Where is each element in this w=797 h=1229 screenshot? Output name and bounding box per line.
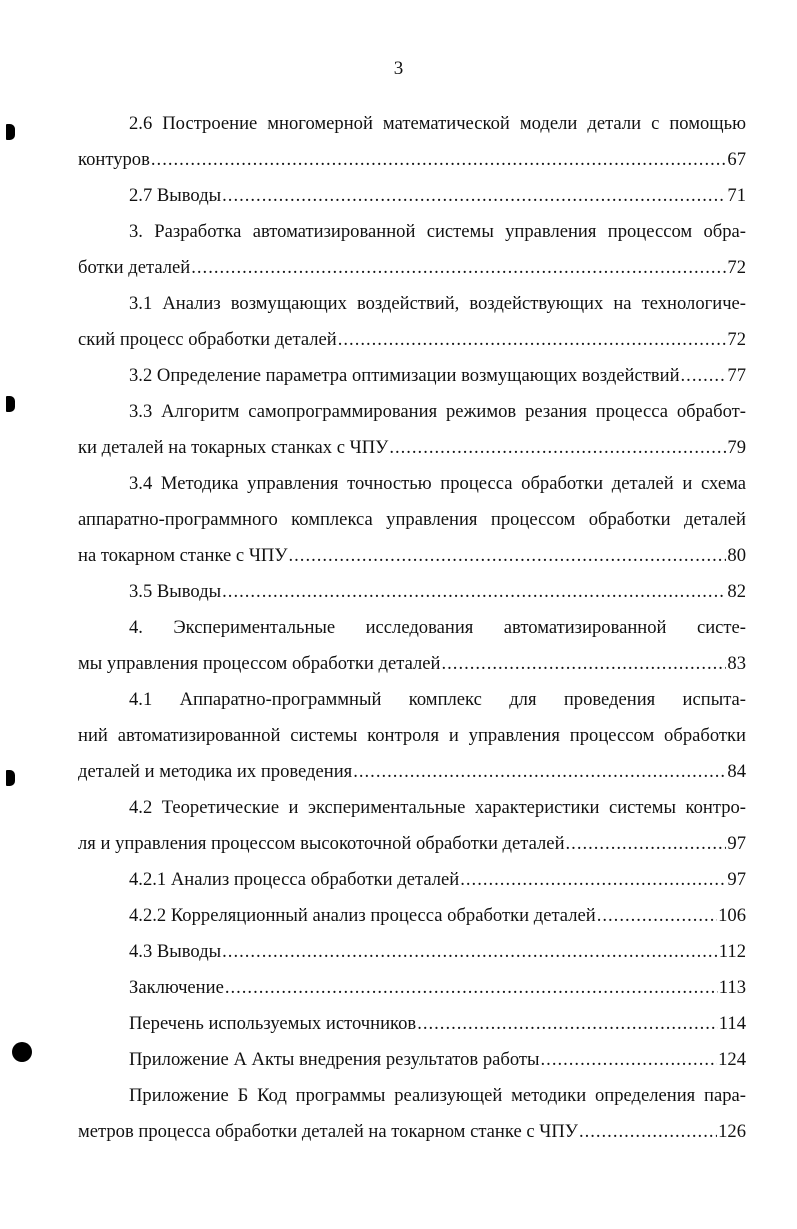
toc-line-with-page [78,358,746,394]
toc-line-with-page [78,754,746,790]
toc-line-with-page [78,646,746,682]
toc-entry [78,682,746,790]
dot-leader [579,1114,717,1150]
toc-line-with-page [78,430,746,466]
toc-line-text: Приложение А Акты внедрения результатов работы [129,1049,540,1070]
toc-line-with-page [78,538,746,574]
toc-line-text: 2.6 Построение многомерной математической модели детали с помощью [129,113,746,134]
toc-line-text: 4. Экспериментальные исследования автоматизированной систе- [129,617,746,638]
toc-page-number: 97 [727,869,746,890]
toc-entry [78,1042,746,1078]
toc-line-with-page [78,250,746,286]
dot-leader [460,862,726,898]
toc-line-text: 4.2.1 Анализ процесса обработки деталей [129,869,460,890]
toc-page-number: 82 [727,581,746,602]
toc-page-number: 126 [718,1121,746,1142]
toc-line-text: ний автоматизированной системы контроля и управления процессом обработки [78,725,746,746]
toc-line-text: аппаратно-программного комплекса управления процессом обработки деталей [78,509,746,530]
toc-page-number: 72 [727,329,746,350]
dot-leader [289,538,727,574]
toc-page-number: 84 [727,761,746,782]
dot-leader [566,826,727,862]
toc-line-text: деталей и методика их проведения [78,761,353,782]
toc-line-text: ки деталей на токарных станках с ЧПУ [78,437,389,458]
toc-line-text: 3.4 Методика управления точностью процесса обработки деталей и схема [129,473,746,494]
toc-page-number: 112 [718,941,746,962]
toc-line-text: ботки деталей [78,257,191,278]
toc-entry [78,610,746,682]
binder-hole-mark [12,1042,32,1062]
toc-page-number: 83 [727,653,746,674]
toc-line-text: 3.2 Определение параметра оптимизации возмущающих воздействий [129,365,680,386]
binder-hole-mark [6,396,15,412]
toc-line-text: на токарном станке с ЧПУ [78,545,288,566]
toc-entry [78,790,746,862]
dot-leader [353,754,726,790]
toc-line-with-page [78,826,746,862]
dot-leader [222,934,718,970]
dot-leader [191,250,726,286]
dot-leader [442,646,727,682]
toc-entry [78,106,746,178]
toc-line-text: 3.5 Выводы [129,581,222,602]
toc-page-number: 124 [718,1049,746,1070]
toc-entry [78,1006,746,1042]
toc-line-text: мы управления процессом обработки деталей [78,653,441,674]
toc-entry [78,286,746,358]
toc-page-number: 67 [727,149,746,170]
dot-leader [417,1006,718,1042]
toc-page-number: 71 [727,185,746,206]
table-of-contents [78,106,746,1150]
toc-page-number: 72 [727,257,746,278]
dot-leader [541,1042,718,1078]
toc-page-number: 80 [727,545,746,566]
toc-line-text: метров процесса обработки деталей на токарном станке с ЧПУ [78,1121,578,1142]
toc-line-text: 3.1 Анализ возмущающих воздействий, воздействующих на технологиче- [129,293,746,314]
toc-entry [78,934,746,970]
toc-entry [78,862,746,898]
toc-page-number: 79 [727,437,746,458]
toc-line-text: Перечень используемых источников [129,1013,417,1034]
toc-line-with-page [78,1006,746,1042]
page-number: 3 [393,58,404,79]
toc-entry [78,394,746,466]
toc-line-text: 3. Разработка автоматизированной системы управления процессом обра- [129,221,746,242]
toc-page-number: 106 [718,905,746,926]
toc-line-text: 4.1 Аппаратно-программный комплекс для проведения испыта- [129,689,746,710]
toc-entry [78,214,746,286]
dot-leader [681,358,727,394]
binder-hole-mark [6,770,15,786]
dot-leader [225,970,718,1006]
toc-line-text: 4.3 Выводы [129,941,222,962]
toc-line-text: 4.2 Теоретические и экспериментальные характеристики системы контро- [129,797,746,818]
toc-line-with-page [78,862,746,898]
toc-line-text: ский процесс обработки деталей [78,329,337,350]
toc-line-with-page [78,970,746,1006]
toc-entry [78,178,746,214]
toc-line-text: ля и управления процессом высокоточной обработки деталей [78,833,565,854]
dot-leader [389,430,726,466]
toc-line-text: Приложение Б Код программы реализующей методики определения пара- [129,1085,746,1106]
toc-entry [78,358,746,394]
toc-line-with-page [78,1114,746,1150]
dot-leader [222,574,726,610]
dot-leader [597,898,717,934]
toc-line-with-page [78,934,746,970]
toc-line-text: Заключение [129,977,224,998]
toc-line-text: 2.7 Выводы [129,185,222,206]
binder-hole-mark [6,124,15,140]
toc-line-with-page [78,574,746,610]
toc-line-with-page [78,898,746,934]
toc-line-with-page [78,1042,746,1078]
dot-leader [151,142,727,178]
toc-page-number: 113 [718,977,746,998]
toc-entry [78,574,746,610]
toc-page-number: 77 [727,365,746,386]
toc-line-with-page [78,178,746,214]
toc-page-number: 114 [718,1013,746,1034]
toc-entry [78,466,746,574]
toc-page-number: 97 [727,833,746,854]
toc-entry [78,970,746,1006]
toc-line-with-page [78,142,746,178]
toc-line-text: 3.3 Алгоритм самопрограммирования режимов резания процесса обработ- [129,401,746,422]
toc-entry [78,1078,746,1150]
toc-line-with-page [78,322,746,358]
toc-line-text: 4.2.2 Корреляционный анализ процесса обработки деталей [129,905,596,926]
dot-leader [222,178,726,214]
dot-leader [338,322,727,358]
toc-entry [78,898,746,934]
toc-line-text: контуров [78,149,150,170]
